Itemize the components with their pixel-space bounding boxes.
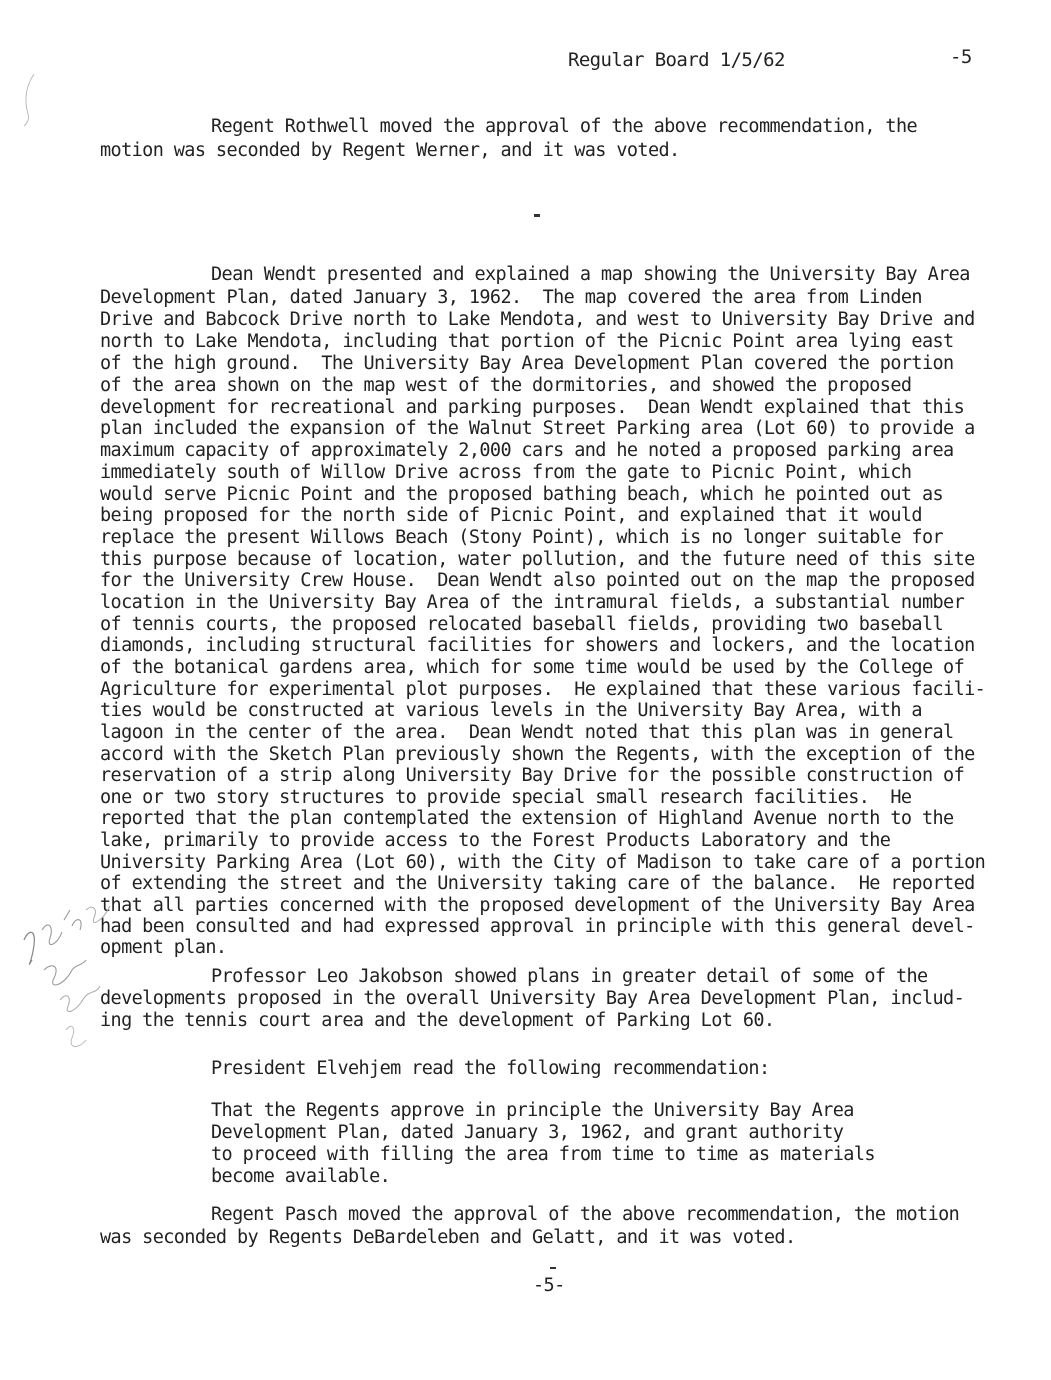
text-line: reported that the plan contemplated the extension of Highland Avenue north to the xyxy=(100,808,954,829)
text-line: immediately south of Willow Drive across from the gate to Picnic Point, which xyxy=(100,462,912,483)
text-line: ties would be constructed at various levels in the University Bay Area, with a xyxy=(100,700,922,721)
text-line: of the high ground. The University Bay Area Development Plan covered the portion xyxy=(100,353,954,374)
text-line: of the area shown on the map west of the dormitories, and showed the proposed xyxy=(100,375,912,396)
text-line: plan included the expansion of the Walnut Street Parking area (Lot 60) to provide a xyxy=(100,418,975,439)
text-line: Professor Leo Jakobson showed plans in greater detail of some of the xyxy=(211,966,928,987)
text-line: Drive and Babcock Drive north to Lake Mendota, and west to University Bay Drive and xyxy=(100,309,975,330)
header-page-mark: -5 xyxy=(950,46,972,68)
text-line: was seconded by Regents DeBardeleben and Gelatt, and it was voted. xyxy=(100,1227,796,1248)
text-line: maximum capacity of approximately 2,000 cars and he noted a proposed parking area xyxy=(100,440,954,461)
text-line: developments proposed in the overall University Bay Area Development Plan, includ- xyxy=(100,988,965,1009)
text-line: Regent Pasch moved the approval of the above recommendation, the motion xyxy=(211,1204,960,1225)
text-line: accord with the Sketch Plan previously shown the Regents, with the exception of the xyxy=(100,744,975,765)
text-line: replace the present Willows Beach (Stony Point), which is no longer suitable for xyxy=(100,527,944,548)
stray-dash-footer xyxy=(550,1267,556,1269)
text-line: opment plan. xyxy=(100,937,227,958)
text-line: Agriculture for experimental plot purposes. He explained that these various facili- xyxy=(100,679,986,700)
text-line: become available. xyxy=(211,1166,391,1187)
text-line: one or two story structures to provide special small research facilities. He xyxy=(100,787,912,808)
text-line: of extending the street and the University taking care of the balance. He reported xyxy=(100,873,975,894)
text-line: lake, primarily to provide access to the Forest Products Laboratory and the xyxy=(100,830,891,851)
text-line: of tennis courts, the proposed relocated baseball fields, providing two baseball xyxy=(100,614,944,635)
text-line: of the botanical gardens area, which for some time would be used by the College of xyxy=(100,657,965,678)
margin-mark xyxy=(14,70,44,130)
handwritten-margin-note xyxy=(14,900,134,1070)
text-line: ing the tennis court area and the development of Parking Lot 60. xyxy=(100,1010,775,1031)
text-line: That the Regents approve in principle the University Bay Area xyxy=(211,1100,854,1121)
text-line: location in the University Bay Area of the intramural fields, a substantial number xyxy=(100,592,965,613)
text-line: Dean Wendt presented and explained a map showing the University Bay Area xyxy=(211,264,970,285)
text-line: President Elvehjem read the following recommendation: xyxy=(211,1058,770,1079)
text-line: to proceed with filling the area from time to time as materials xyxy=(211,1144,875,1165)
stray-dash xyxy=(534,214,540,217)
text-line: for the University Crew House. Dean Wendt also pointed out on the map the proposed xyxy=(100,570,975,591)
text-line: had been consulted and had expressed approval in principle with this general devel- xyxy=(100,916,975,937)
text-line: diamonds, including structural facilities for showers and lockers, and the location xyxy=(100,635,975,656)
text-line: north to Lake Mendota, including that portion of the Picnic Point area lying east xyxy=(100,331,954,352)
text-line: development for recreational and parking purposes. Dean Wendt explained that this xyxy=(100,397,965,418)
text-line: would serve Picnic Point and the proposed bathing beach, which he pointed out as xyxy=(100,484,944,505)
text-line: Development Plan, dated January 3, 1962. The map covered the area from Linden xyxy=(100,287,922,308)
text-line: Regent Rothwell moved the approval of the above recommendation, the xyxy=(211,116,918,137)
text-line: that all parties concerned with the proposed development of the University Bay Area xyxy=(100,895,975,916)
text-line: Development Plan, dated January 3, 1962, and grant authority xyxy=(211,1122,844,1143)
footer-page-number: -5- xyxy=(533,1275,565,1296)
text-line: reservation of a strip along University Bay Drive for the possible construction of xyxy=(100,765,965,786)
header-title: Regular Board 1/5/62 xyxy=(568,49,785,71)
text-line: motion was seconded by Regent Werner, and it was voted. xyxy=(100,140,680,161)
text-line: being proposed for the north side of Picnic Point, and explained that it would xyxy=(100,505,922,526)
text-line: lagoon in the center of the area. Dean Wendt noted that this plan was in general xyxy=(100,722,954,743)
text-line: University Parking Area (Lot 60), with the City of Madison to take care of a portion xyxy=(100,852,986,873)
text-line: this purpose because of location, water pollution, and the future need of this site xyxy=(100,549,975,570)
